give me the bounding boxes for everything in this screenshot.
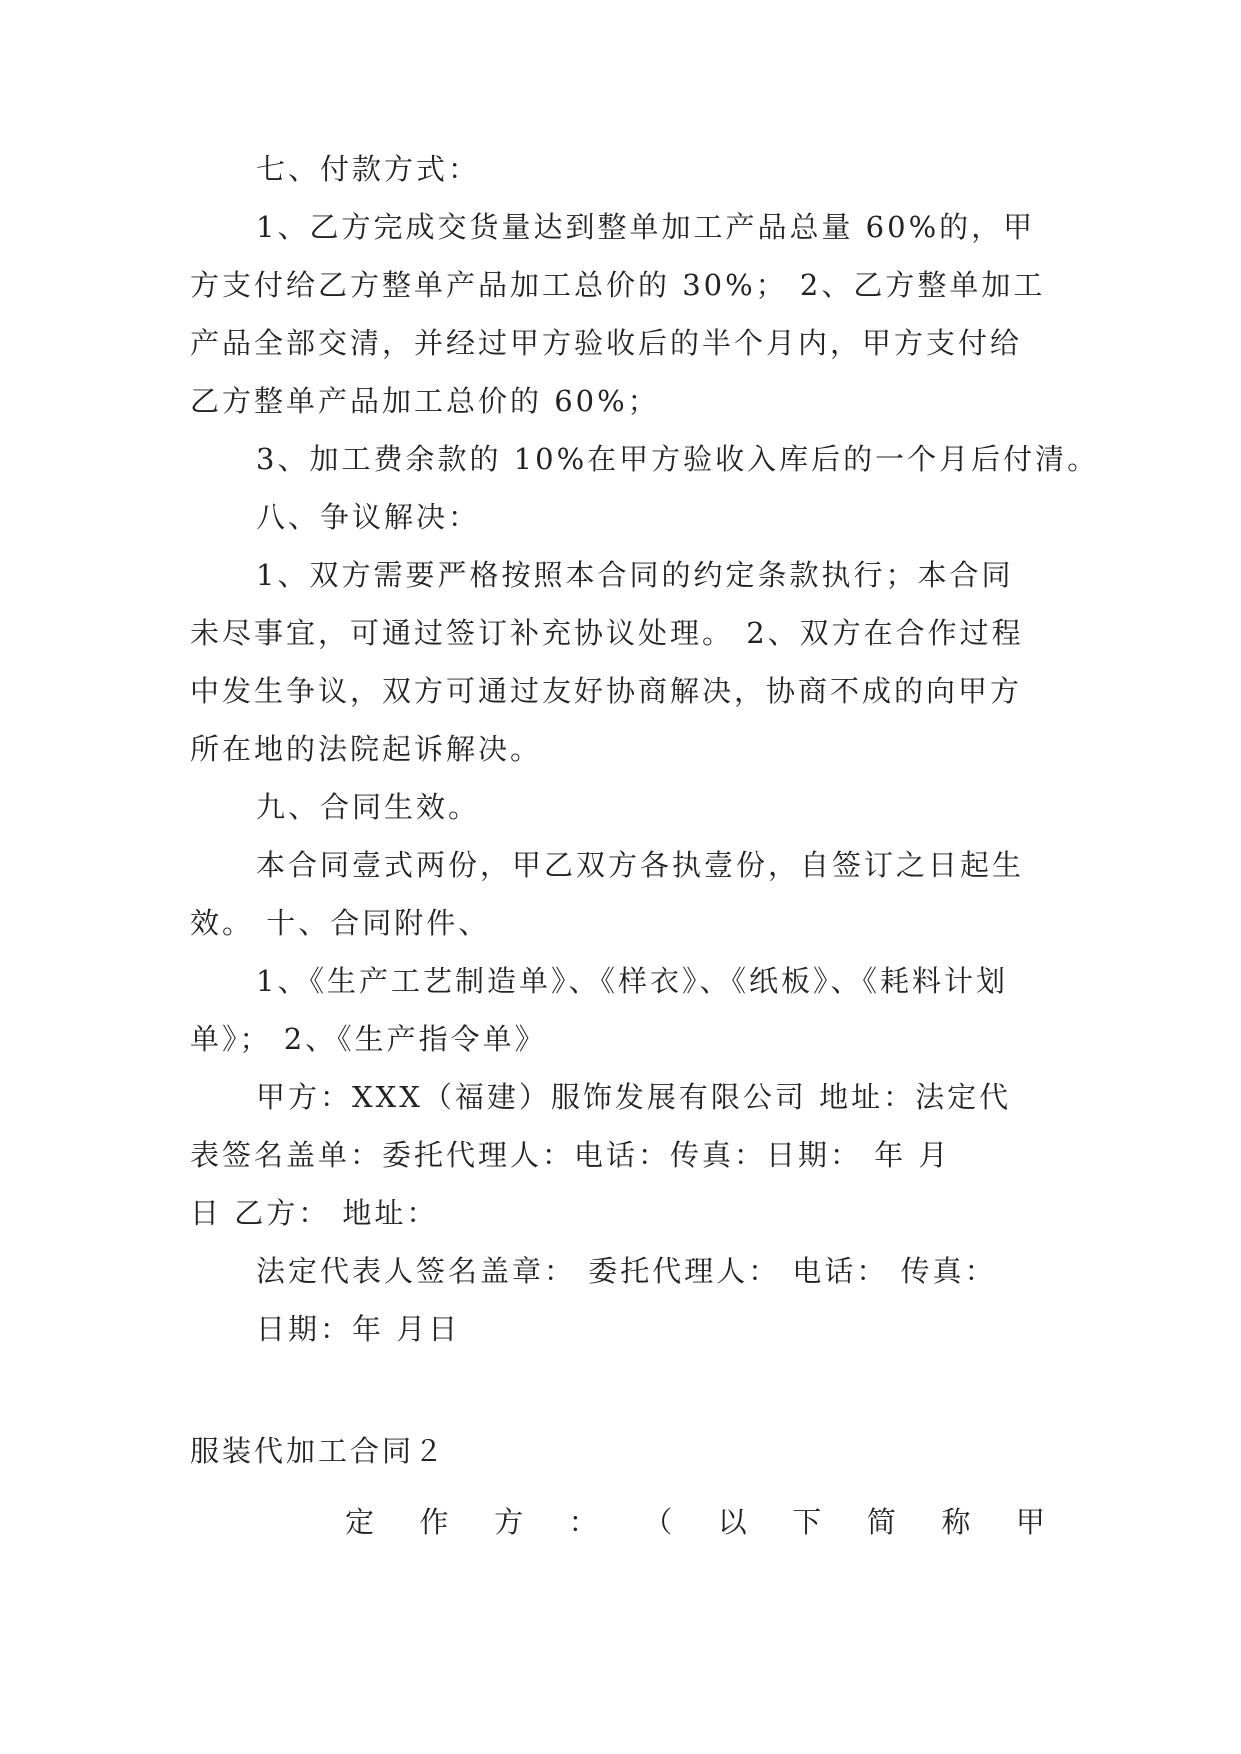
text-line: 方支付给乙方整单产品加工总价的 30%； 2、乙方整单加工 [190,268,1046,302]
spread-char: ： [568,1505,598,1539]
text-line: 1、乙方完成交货量达到整单加工产品总量 60%的，甲 [256,210,1036,244]
text-line: 效。 十、合同附件、 [190,906,491,940]
text-line: 八、争议解决： [256,500,481,534]
text-line: 九、合同生效。 [256,790,481,824]
text-line: 未尽事宜，可通过签订补充协议处理。 2、双方在合作过程 [190,616,1024,650]
text-line: 乙方整单产品加工总价的 60%； [190,384,660,418]
spread-char: （ [643,1505,673,1539]
text-line: 甲方：XXX（福建）服饰发展有限公司 地址：法定代 [256,1080,1012,1114]
text-line: 日 乙方： 地址： [190,1196,439,1230]
text-line: 1、双方需要严格按照本合同的约定条款执行；本合同 [256,558,1014,592]
text-line: 法定代表人签名盖章： 委托代理人： 电话： 传真： [256,1254,997,1288]
spread-char: 甲 [1015,1505,1045,1539]
text-line: 1、《生产工艺制造单》、《样衣》、《纸板》、《耗料计划 [256,964,1008,998]
section-title: 服装代加工合同２ [190,1434,447,1468]
text-line: 本合同壹式两份，甲乙双方各执壹份，自签订之日起生 [256,848,1025,882]
spread-text-line [345,1493,1045,1551]
spread-char: 作 [419,1505,449,1539]
spread-char: 方 [494,1505,524,1539]
text-line: 所在地的法院起诉解决。 [190,732,543,766]
spread-char: 定 [345,1505,375,1539]
contract-body [190,140,1100,1358]
text-line: 单》； 2、《生产指令单》 [190,1022,547,1056]
text-line: 表签名盖单：委托代理人：电话：传真：日期： 年 月 [190,1138,951,1172]
text-line: 日期：年 月日 [256,1312,461,1346]
spread-char: 称 [941,1505,971,1539]
text-line: 七、付款方式： [256,152,481,186]
text-line: 中发生争议，双方可通过友好协商解决，协商不成的向甲方 [190,674,1023,708]
spread-char: 简 [866,1505,896,1539]
text-line: 产品全部交清，并经过甲方验收后的半个月内，甲方支付给 [190,326,1023,360]
text-line: 3、加工费余款的 10%在甲方验收入库后的一个月后付清。 [256,442,1100,476]
spread-char: 以 [717,1505,747,1539]
spread-char: 下 [792,1505,822,1539]
